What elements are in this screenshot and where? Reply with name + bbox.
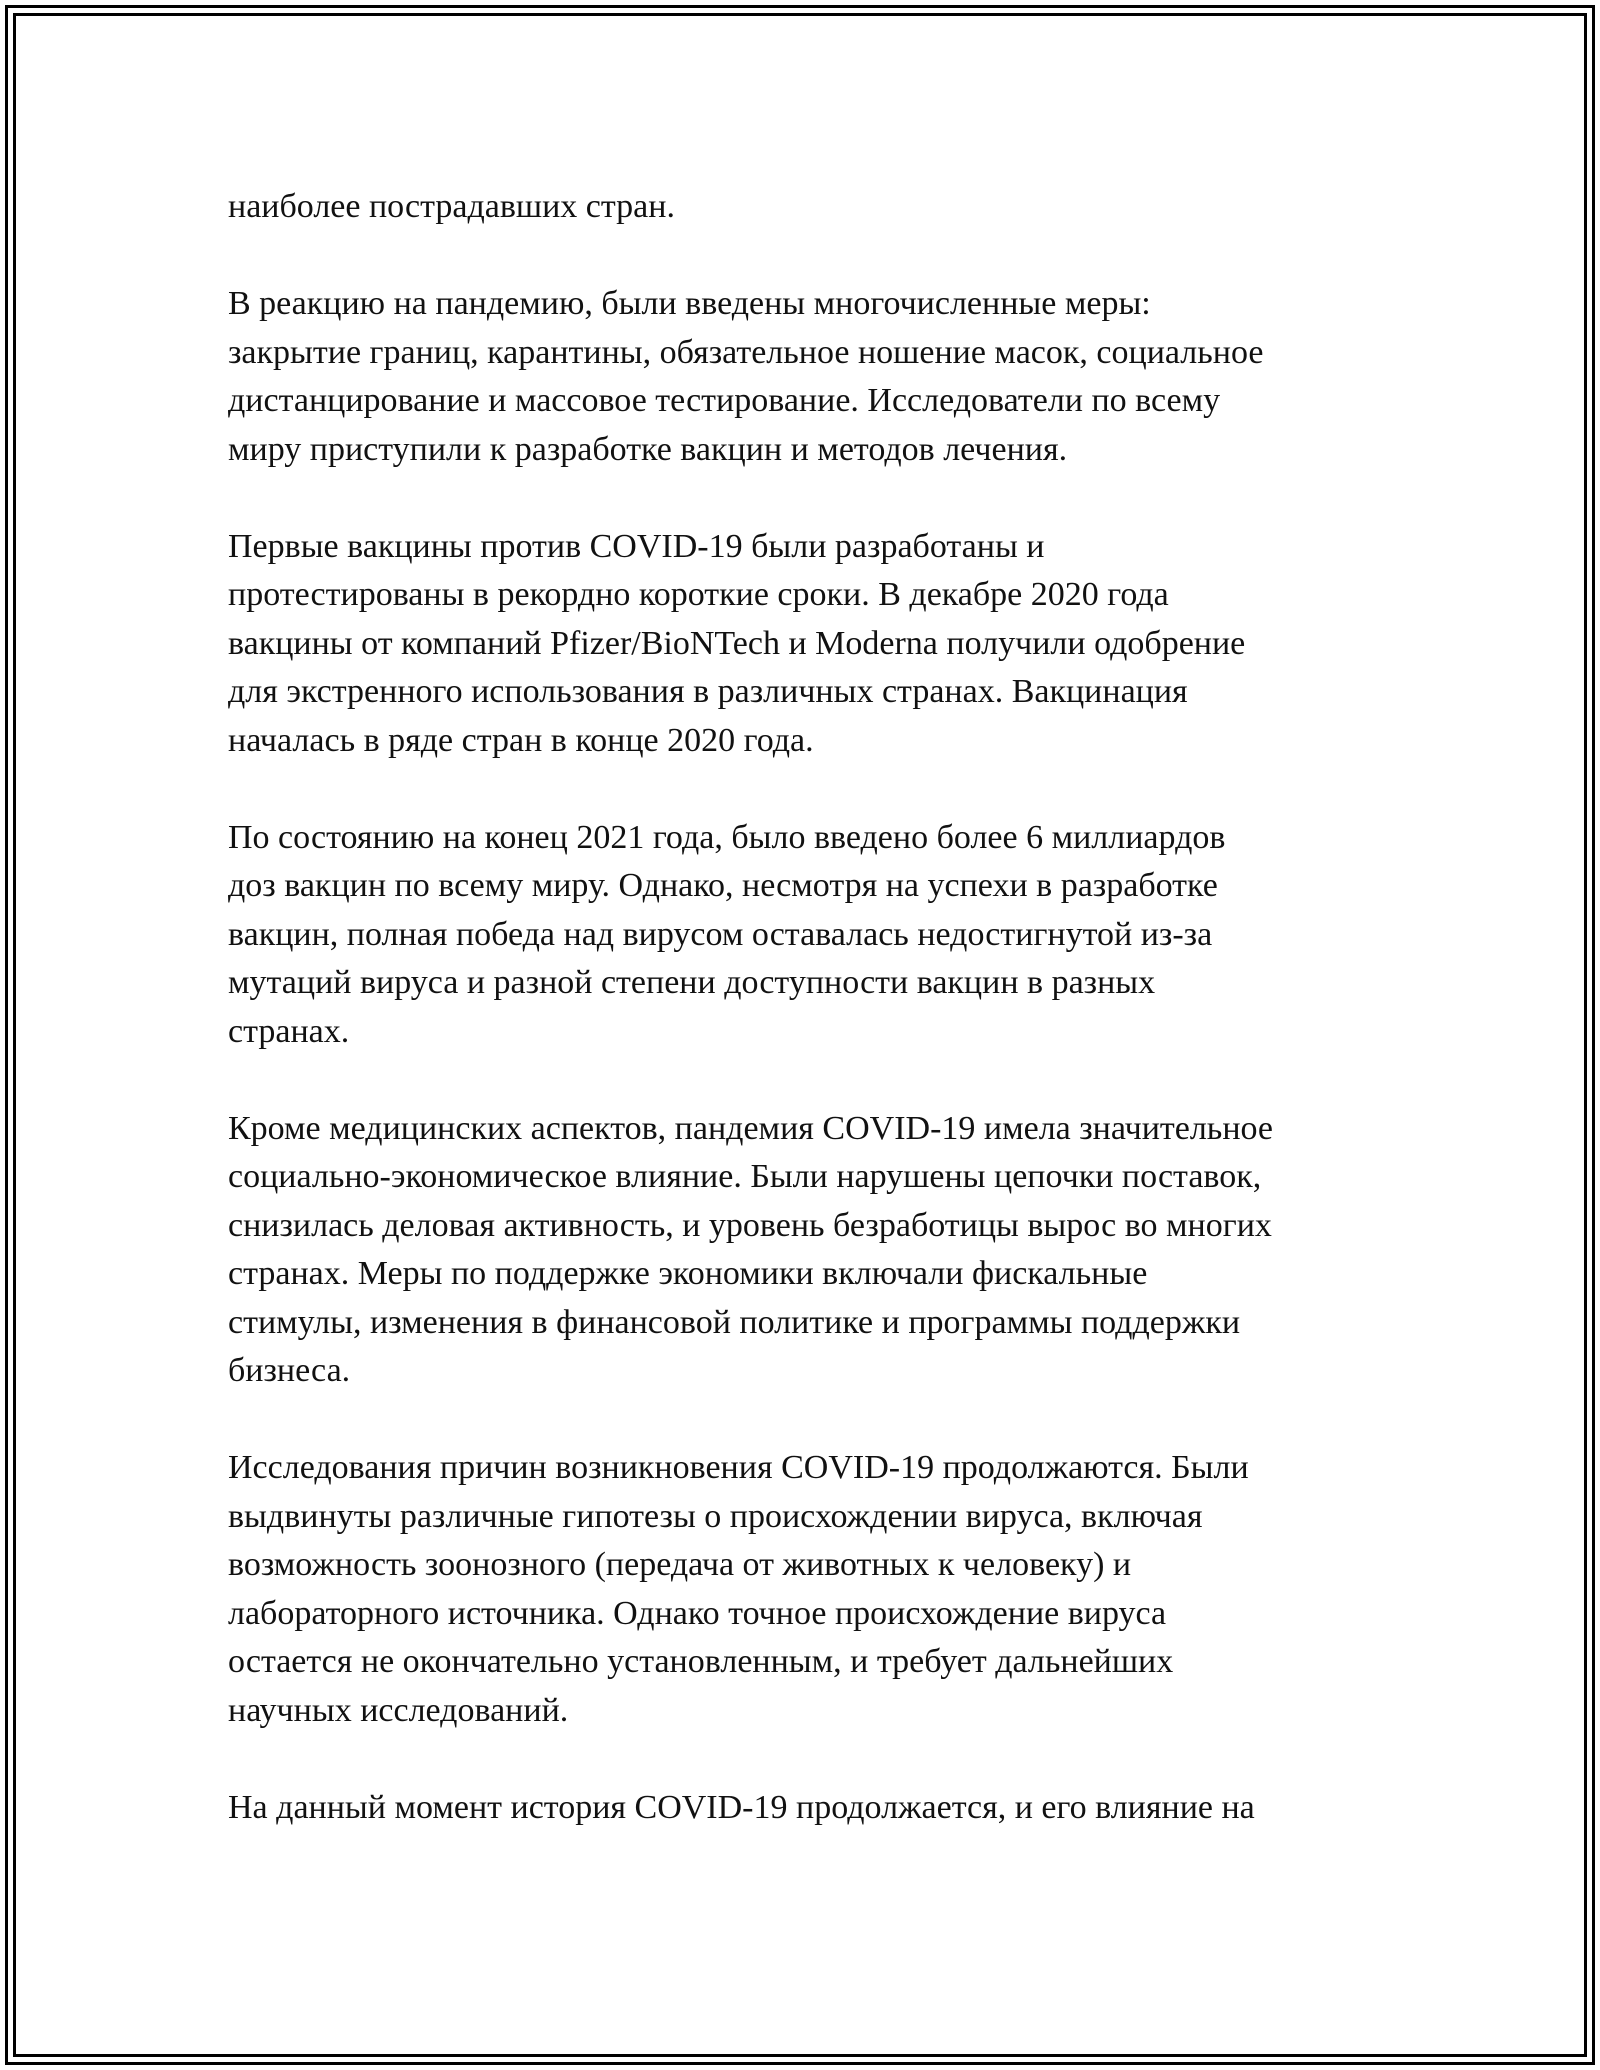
paragraph-4: По состоянию на конец 2021 года, было введено более 6 миллиардов доз вакцин по всему миру. Однако, несмотря на успехи в разработке вакцин, полная победа над вирусом оставалась недостигнутой из-за мутаций вируса и разной степени доступности вакцин в разных странах. <box>228 818 1226 1050</box>
paragraph-2: В реакцию на пандемию, были введены многочисленные меры: закрытие границ, карантины, обязательное ношение масок, социальное дистанцирование и массовое тестирование. Исследователи по всему миру приступили к разработке вакцин и методов лечения. <box>228 285 1264 468</box>
paragraph-5: Кроме медицинских аспектов, пандемия COVID-19 имела значительное социально-экономическое влияние. Были нарушены цепочки поставок, снизилась деловая активность, и уровень безработицы вырос во многих странах. Меры по поддержке экономики включали фискальные стимулы, изменения в финансовой политике и программы поддержки бизнеса. <box>228 1109 1274 1389</box>
paragraph-6: Исследования причин возникновения COVID-19 продолжаются. Были выдвинуты различные гипотезы о происхождении вируса, включая возможность зоонозного (передача от животных к человеку) и лабораторного источника. Однако точное происхождение вируса остается не окончательно установленным, и требует дальнейших научных исследований. <box>228 1449 1249 1729</box>
paragraph-3: Первые вакцины против COVID-19 были разработаны и протестированы в рекордно короткие сроки. В декабре 2020 года вакцины от компаний Pfizer/BioNTech и Moderna получили одобрение для экстренного использования в различных странах. Вакцинация началась в ряде стран в конце 2020 года. <box>228 527 1246 759</box>
paragraph-1: наиболее пострадавших стран. <box>228 188 675 225</box>
paragraph-7: На данный момент история COVID-19 продолжается, и его влияние на <box>228 1788 1255 1826</box>
document-body <box>228 183 1408 1881</box>
